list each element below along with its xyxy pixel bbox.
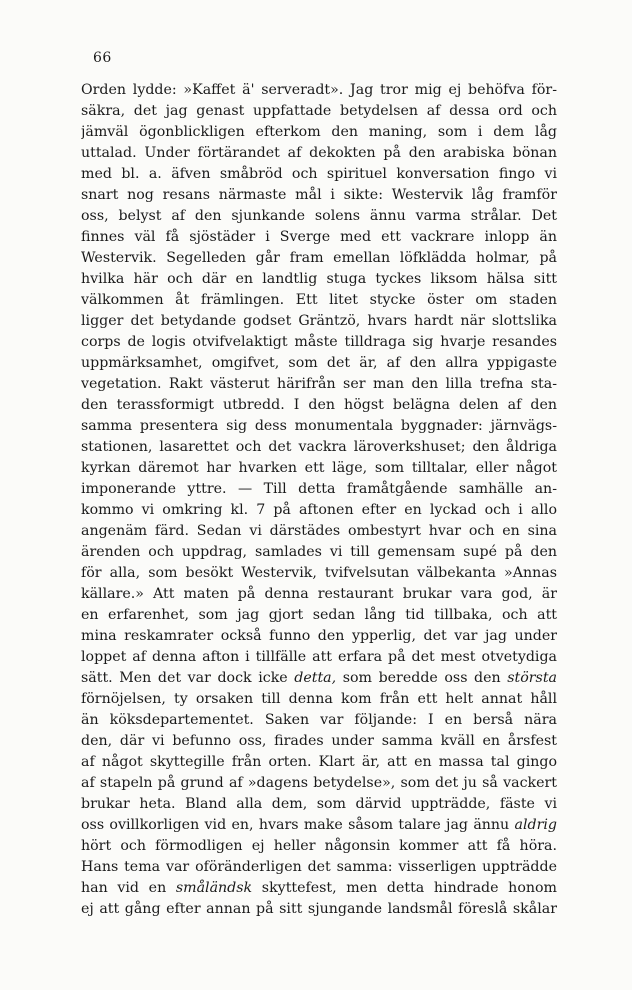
text-line: uppmärksamhet, omgifvet, som det är, af den allra yppigaste [81, 355, 557, 371]
text-line: stationen, lasarettet och det vackra läroverkshuset; den åldriga [81, 439, 557, 455]
text-line: vegetation. Rakt västerut härifrån ser man den lilla trefna sta- [81, 376, 557, 392]
text-line: med bl. a. äfven småbröd och spirituel konversation fingo vi [81, 166, 557, 182]
text-line: Westervik. Segelleden går fram emellan löfklädda holmar, på [81, 250, 557, 266]
text-line: ligger det betydande godset Gräntzö, hvars hardt när slottslika [81, 313, 557, 329]
text-line: hört och förmodligen ej heller någonsin kommer att få höra. [81, 838, 557, 854]
text-line: för alla, som besökt Westervik, tvifvelsutan välbekanta »Annas [81, 565, 557, 581]
text-line: kommo vi omkring kl. 7 på aftonen efter en lyckad och i allo [81, 502, 557, 518]
text-line: af stapeln på grund af »dagens betydelse», som det ju så vackert [81, 775, 557, 791]
emphasis: detta, [294, 670, 337, 686]
text-line: ej att gång efter annan på sitt sjungande landsmål föreslå skålar [81, 901, 557, 917]
emphasis: småländsk [175, 880, 253, 896]
text-line: imponerande yttre. — Till detta framåtgående samhälle an- [81, 481, 557, 497]
text-line: Orden lydde: »Kaffet ä' serveradt». Jag tror mig ej behöfva för- [81, 82, 557, 98]
text-line: säkra, det jag genast uppfattade betydelsen af dessa ord och [81, 103, 557, 119]
text-line: uttalad. Under förtärandet af dekokten på den arabiska bönan [81, 145, 557, 161]
text-line: oss, belyst af den sjunkande solens ännu varma strålar. Det [81, 208, 557, 224]
text-line: corps de logis otvifvelaktigt måste tilldraga sig hvarje resandes [81, 334, 557, 350]
text-line: välkommen åt främlingen. Ett litet stycke öster om staden [81, 292, 557, 308]
emphasis: största [507, 670, 557, 686]
text-line: loppet af denna afton i tillfälle att erfara på det mest otvetydiga [81, 649, 557, 665]
text-line: samma presentera sig dess monumentala byggnader: järnvägs- [81, 418, 557, 434]
page-number: 66 [93, 50, 112, 66]
text-line: än köksdepartementet. Saken var följande: I en berså nära [81, 712, 557, 728]
text-line: angenäm färd. Sedan vi därstädes ombestyrt hvar och en sina [81, 523, 557, 539]
text-line: mina reskamrater också funno den ypperlig, det var jag under [81, 628, 557, 644]
text-line: ärenden och uppdrag, samlades vi till gemensam supé på den [81, 544, 557, 560]
text-line: Hans tema var oföränderligen det samma: visserligen uppträdde [81, 859, 557, 875]
text-line: den terassformigt utbredd. I den högst belägna delen af den [81, 397, 557, 413]
text-line: brukar heta. Bland alla dem, som därvid uppträdde, fäste vi [81, 796, 557, 812]
text-line: källare.» Att maten på denna restaurant brukar vara god, är [81, 586, 557, 602]
text-line: finnes väl få sjöstäder i Sverge med ett vackrare inlopp än [81, 229, 557, 245]
emphasis: aldrig [514, 817, 557, 833]
text-line: jämväl ögonblickligen efterkom den maning, som i dem låg [81, 124, 557, 140]
body-text [81, 80, 557, 920]
text-line: snart nog resans närmaste mål i sikte: Westervik låg framför [81, 187, 557, 203]
text-line: kyrkan däremot har hvarken ett läge, som tilltalar, eller något [81, 460, 557, 476]
text-line: förnöjelsen, ty orsaken till denna kom från ett helt annat håll [81, 691, 557, 707]
text-line: en erfarenhet, som jag gjort sedan lång tid tillbaka, och att [81, 607, 557, 623]
text-line: sätt. Men det var dock icke detta, som beredde oss den största [81, 670, 557, 686]
text-line: oss ovillkorligen vid en, hvars make såsom talare jag ännu aldrig [81, 817, 557, 833]
text-line: den, där vi befunno oss, firades under samma kväll en årsfest [81, 733, 557, 749]
text-line: hvilka här och där en landtlig stuga tyckes liksom hälsa sitt [81, 271, 557, 287]
text-line: han vid en småländsk skyttefest, men detta hindrade honom [81, 880, 557, 896]
text-line: af något skyttegille från orten. Klart är, att en massa tal gingo [81, 754, 557, 770]
